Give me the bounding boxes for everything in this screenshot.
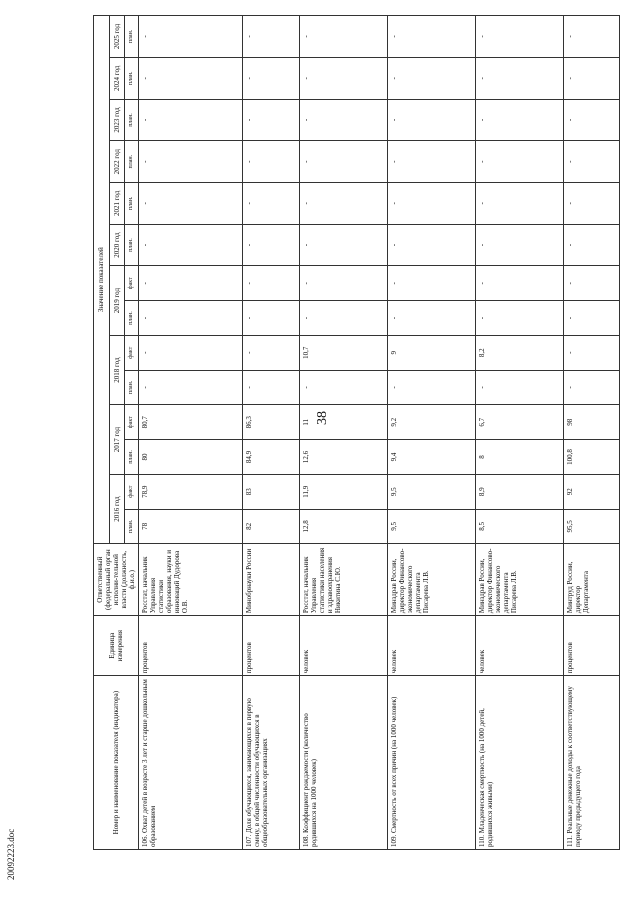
header-year: 2020 год: [109, 224, 125, 266]
value-cell: -: [387, 99, 475, 141]
value-cell: 92: [563, 474, 620, 509]
header-plan: план.: [125, 440, 139, 475]
value-cell: -: [387, 224, 475, 266]
value-cell: -: [299, 16, 387, 58]
value-cell: -: [299, 183, 387, 225]
value-cell: -: [563, 141, 620, 183]
value-cell: -: [242, 99, 299, 141]
value-cell: 12,8: [299, 509, 387, 544]
value-cell: -: [299, 99, 387, 141]
value-cell: -: [475, 301, 563, 336]
value-cell: -: [139, 183, 243, 225]
row-name: Младенческая смертность (на 1000 детей, родившихся живыми): [477, 708, 494, 847]
value-cell: -: [242, 370, 299, 405]
value-cell: -: [563, 266, 620, 301]
header-num-name: Номер и наименование показателя (индикатора): [94, 676, 139, 850]
header-plan: план.: [125, 16, 139, 58]
row-responsible: Росстат, начальник Управления статистики образования, науки и инноваций Дудорова О.В.: [139, 544, 243, 616]
value-cell: -: [475, 183, 563, 225]
value-cell: 9,5: [387, 474, 475, 509]
value-cell: -: [299, 370, 387, 405]
value-cell: 8: [475, 440, 563, 475]
header-values-title: Значение показателей: [94, 16, 110, 544]
indicator-name: [139, 676, 243, 850]
header-plan: план.: [125, 183, 139, 225]
value-cell: 95,5: [563, 509, 620, 544]
table-row: [242, 16, 299, 850]
header-year: 2024 год: [109, 57, 125, 99]
value-cell: -: [387, 370, 475, 405]
value-cell: -: [299, 224, 387, 266]
value-cell: -: [139, 266, 243, 301]
row-unit: процентов: [563, 616, 620, 676]
value-cell: 8,9: [475, 474, 563, 509]
file-name: 20092223.doc: [6, 828, 16, 880]
row-num: 109.: [389, 834, 398, 847]
row-num: 107.: [244, 834, 253, 847]
value-cell: -: [563, 99, 620, 141]
value-cell: -: [475, 99, 563, 141]
header-plan: план.: [125, 370, 139, 405]
row-num: 108.: [301, 834, 310, 847]
value-cell: 12,6: [299, 440, 387, 475]
table-row: [299, 16, 387, 850]
header-plan: план.: [125, 509, 139, 544]
value-cell: -: [563, 224, 620, 266]
value-cell: -: [139, 224, 243, 266]
value-cell: 9: [387, 335, 475, 370]
value-cell: -: [475, 266, 563, 301]
value-cell: -: [139, 335, 243, 370]
value-cell: 100,8: [563, 440, 620, 475]
row-responsible: Минтруд России, директор Департамента: [563, 544, 620, 616]
indicator-name: [299, 676, 387, 850]
value-cell: 11: [299, 405, 387, 440]
rotated-table-container: [93, 15, 613, 850]
value-cell: -: [299, 266, 387, 301]
value-cell: -: [299, 301, 387, 336]
indicator-name: [387, 676, 475, 850]
header-year: 2017 год: [109, 405, 125, 474]
header-year: 2016 год: [109, 474, 125, 543]
value-cell: 10,7: [299, 335, 387, 370]
value-cell: 80: [139, 440, 243, 475]
value-cell: 8,2: [475, 335, 563, 370]
indicator-name: [475, 676, 563, 850]
row-unit: процентов: [139, 616, 243, 676]
value-cell: -: [139, 99, 243, 141]
table-row: [475, 16, 563, 850]
value-cell: 11,9: [299, 474, 387, 509]
value-cell: -: [242, 57, 299, 99]
value-cell: 8,5: [475, 509, 563, 544]
value-cell: -: [139, 370, 243, 405]
row-num: 106.: [141, 834, 150, 847]
row-responsible: Росстат, начальник Управления статистики населения и здравоохранения Никитина С.Ю.: [299, 544, 387, 616]
value-cell: -: [242, 224, 299, 266]
header-responsible: Ответственный (федеральный орган исполни-тельной власти (должность, ф.и.о.): [94, 544, 139, 616]
header-fact: факт: [125, 405, 139, 440]
row-num: 110.: [477, 835, 486, 847]
header-plan: план.: [125, 301, 139, 336]
value-cell: -: [563, 301, 620, 336]
value-cell: -: [563, 183, 620, 225]
value-cell: -: [563, 370, 620, 405]
value-cell: -: [299, 57, 387, 99]
row-unit: человек: [387, 616, 475, 676]
row-unit: человек: [299, 616, 387, 676]
header-unit: Единица измерения: [94, 616, 139, 676]
header-plan: план.: [125, 99, 139, 141]
value-cell: -: [387, 16, 475, 58]
value-cell: -: [563, 335, 620, 370]
value-cell: -: [139, 16, 243, 58]
header-year: 2025 год: [109, 16, 125, 58]
value-cell: -: [475, 16, 563, 58]
value-cell: 78: [139, 509, 243, 544]
value-cell: -: [139, 301, 243, 336]
value-cell: -: [387, 141, 475, 183]
row-name: Коэффициент рождаемости (количество родившихся на 1000 человек): [301, 713, 318, 847]
value-cell: -: [563, 57, 620, 99]
value-cell: -: [139, 57, 243, 99]
header-fact: факт: [125, 474, 139, 509]
row-name: Смертность от всех причин (на 1000 человек): [389, 696, 398, 833]
value-cell: 78,9: [139, 474, 243, 509]
table-row: [387, 16, 475, 850]
header-plan: план.: [125, 141, 139, 183]
table-row: [563, 16, 620, 850]
value-cell: 9,4: [387, 440, 475, 475]
header-year: 2023 год: [109, 99, 125, 141]
value-cell: 9,5: [387, 509, 475, 544]
row-responsible: Минобрнауки России: [242, 544, 299, 616]
row-responsible: Минздрав России, директор Финансово-экономического департамента Писарева Л.В.: [475, 544, 563, 616]
header-fact: факт: [125, 266, 139, 301]
header-year: 2022 год: [109, 141, 125, 183]
value-cell: -: [242, 335, 299, 370]
value-cell: -: [242, 141, 299, 183]
header-plan: план.: [125, 57, 139, 99]
value-cell: -: [139, 141, 243, 183]
header-year: 2019 год: [109, 266, 125, 335]
value-cell: -: [475, 141, 563, 183]
row-name: Охват детей в возрасте 3 лет и старше дошкольным образованием: [141, 679, 158, 847]
value-cell: -: [563, 16, 620, 58]
value-cell: -: [242, 183, 299, 225]
value-cell: 83: [242, 474, 299, 509]
value-cell: 80,7: [139, 405, 243, 440]
value-cell: -: [387, 57, 475, 99]
header-year: 2018 год: [109, 335, 125, 404]
indicator-name: [242, 676, 299, 850]
header-year: 2021 год: [109, 183, 125, 225]
value-cell: -: [387, 266, 475, 301]
value-cell: 9,2: [387, 405, 475, 440]
value-cell: -: [387, 183, 475, 225]
value-cell: 84,9: [242, 440, 299, 475]
table-row: [139, 16, 243, 850]
indicator-name: [563, 676, 620, 850]
page-number: 38: [315, 411, 330, 425]
value-cell: -: [242, 16, 299, 58]
row-responsible: Минздрав России, директор Финансово-экономического департамента Писарева Л.В.: [387, 544, 475, 616]
row-name: Реальные денежные доходы к соответствующему периоду предыдущего года: [565, 686, 582, 847]
row-unit: человек: [475, 616, 563, 676]
row-name: Доля обучающихся, занимающихся в первую смену, в общей численности обучающихся в общеобразовательных организациях: [244, 698, 269, 847]
value-cell: -: [475, 57, 563, 99]
value-cell: 86,3: [242, 405, 299, 440]
value-cell: -: [242, 301, 299, 336]
value-cell: 82: [242, 509, 299, 544]
value-cell: 98: [563, 405, 620, 440]
value-cell: -: [475, 370, 563, 405]
indicators-table: [93, 15, 620, 850]
row-num: 111.: [565, 835, 574, 847]
row-unit: процентов: [242, 616, 299, 676]
value-cell: -: [387, 301, 475, 336]
value-cell: -: [475, 224, 563, 266]
value-cell: 6,7: [475, 405, 563, 440]
header-plan: план.: [125, 224, 139, 266]
header-fact: факт: [125, 335, 139, 370]
value-cell: -: [242, 266, 299, 301]
value-cell: -: [299, 141, 387, 183]
